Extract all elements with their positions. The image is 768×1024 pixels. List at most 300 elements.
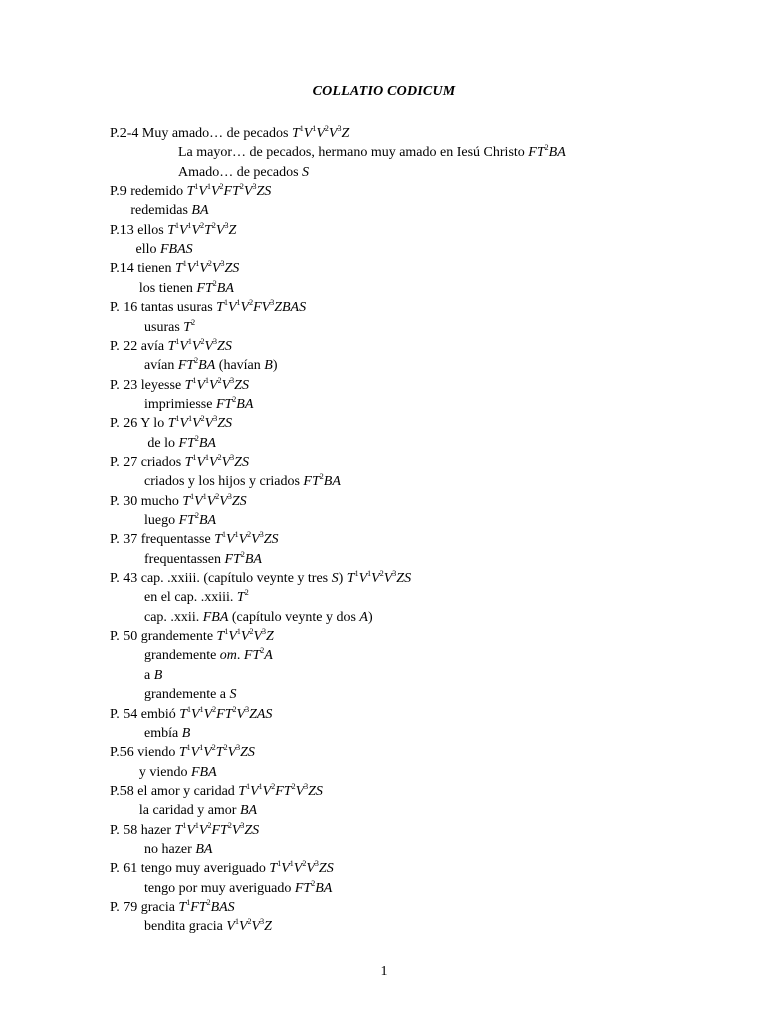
- witness-siglum: V: [227, 300, 237, 316]
- witness-siglum: V: [371, 571, 380, 587]
- witness-siglum: V: [186, 261, 196, 277]
- siglum-superscript: 1: [187, 704, 192, 714]
- witness-siglum: V: [328, 126, 338, 141]
- siglum-superscript: 3: [270, 298, 275, 308]
- witness-siglum: FT: [215, 396, 233, 412]
- witness-siglum: V: [227, 745, 237, 761]
- witness-siglum: BA: [195, 841, 213, 857]
- witness-siglum: FT: [177, 358, 195, 374]
- siglum-superscript: 3: [252, 182, 257, 192]
- siglum-superscript: 2: [212, 278, 217, 288]
- collation-line: [110, 627, 274, 646]
- siglum-superscript: 1: [312, 124, 317, 133]
- siglum-superscript: 1: [188, 414, 193, 424]
- witness-siglum: BAS: [210, 900, 235, 915]
- witness-siglum: B: [264, 358, 273, 374]
- reading-text: (havían: [215, 358, 265, 374]
- siglum-superscript: 3: [230, 452, 235, 462]
- collation-line: [110, 182, 271, 201]
- witness-siglum: V: [226, 532, 235, 548]
- reading-text: en el cap. .xxiii.: [144, 590, 237, 606]
- siglum-superscript: 1: [195, 259, 200, 269]
- siglum-superscript: 2: [200, 336, 205, 346]
- witness-siglum: V: [251, 532, 260, 548]
- siglum-superscript: 1: [289, 859, 294, 869]
- collation-line: [110, 221, 236, 240]
- collation-line: [144, 917, 272, 936]
- witness-siglum: BA: [198, 358, 216, 374]
- siglum-superscript: 3: [213, 336, 218, 346]
- witness-siglum: FT: [190, 900, 207, 915]
- witness-siglum: FT: [294, 880, 312, 896]
- siglum-superscript: 1: [202, 491, 207, 501]
- witness-siglum: FT: [275, 783, 292, 799]
- collation-line: [110, 859, 334, 878]
- reading-text: La mayor… de pecados, hermano muy amado en Iesú Christo: [178, 145, 529, 161]
- page-title: COLLATIO CODICUM: [312, 84, 456, 99]
- reading-text: ): [272, 358, 278, 374]
- siglum-superscript: 2: [211, 743, 216, 753]
- witness-siglum: ZS: [256, 184, 272, 200]
- siglum-superscript: 1: [234, 530, 239, 540]
- reading-text: P.13 ellos: [110, 222, 168, 238]
- witness-siglum: V: [191, 222, 201, 238]
- witness-siglum: T: [182, 493, 191, 509]
- siglum-superscript: 2: [249, 627, 254, 637]
- siglum-superscript: 1: [194, 820, 199, 830]
- witness-siglum: T: [204, 222, 212, 238]
- witness-siglum: V: [179, 416, 189, 432]
- collation-line: [144, 395, 253, 414]
- reading-text: la caridad y amor: [138, 803, 240, 819]
- reading-text: de lo: [147, 435, 179, 451]
- collation-line: [110, 414, 232, 433]
- witness-siglum: FT: [216, 706, 233, 722]
- witness-siglum: ZS: [240, 745, 255, 761]
- witness-siglum: BA: [236, 396, 254, 412]
- siglum-superscript: 2: [291, 781, 296, 791]
- reading-text: imprimiesse: [144, 396, 216, 412]
- siglum-superscript: 2: [319, 472, 324, 482]
- witness-siglum: V: [243, 184, 253, 200]
- siglum-superscript: 3: [220, 259, 225, 269]
- collation-line: [144, 588, 249, 607]
- witness-siglum: V: [358, 571, 368, 587]
- witness-siglum: BA: [198, 435, 216, 451]
- witness-siglum: V: [203, 745, 212, 761]
- witness-siglum: V: [240, 300, 250, 316]
- witness-siglum: V: [253, 629, 263, 645]
- reading-text: ): [367, 609, 373, 625]
- witness-siglum: FT: [196, 280, 213, 296]
- witness-siglum: BA: [191, 203, 209, 219]
- witness-siglum: Z: [228, 222, 237, 238]
- siglum-superscript: 2: [239, 182, 244, 192]
- witness-siglum: V: [204, 338, 214, 354]
- siglum-superscript: 3: [304, 781, 309, 791]
- witness-siglum: T: [238, 783, 247, 799]
- witness-siglum: V: [191, 338, 201, 354]
- witness-siglum: FT: [303, 474, 320, 490]
- reading-text: luego: [144, 513, 179, 528]
- siglum-superscript: 1: [234, 917, 239, 927]
- reading-text: avían: [144, 358, 178, 374]
- witness-siglum: FBA: [202, 609, 229, 625]
- siglum-superscript: 1: [187, 336, 192, 346]
- siglum-superscript: 1: [367, 569, 372, 579]
- siglum-superscript: 2: [194, 356, 199, 366]
- siglum-superscript: 2: [217, 375, 222, 385]
- witness-siglum: V: [228, 629, 237, 645]
- reading-text: P. 79 gracia: [110, 900, 179, 915]
- collation-line: [110, 898, 235, 917]
- reading-text: (capítulo veynte y dos: [228, 609, 360, 625]
- reading-text: ): [338, 571, 347, 587]
- siglum-superscript: 3: [314, 859, 319, 869]
- witness-siglum: A: [264, 648, 273, 664]
- reading-text: P.9 redemido: [110, 184, 187, 200]
- reading-text: bendita gracia: [144, 919, 227, 935]
- witness-siglum: V: [281, 861, 290, 877]
- collation-line: [110, 569, 411, 588]
- witness-siglum: Z: [341, 126, 350, 141]
- witness-siglum: FBAS: [160, 242, 193, 258]
- witness-siglum: V: [295, 783, 305, 799]
- witness-siglum: V: [240, 629, 250, 645]
- siglum-superscript: 1: [236, 298, 241, 308]
- witness-siglum: V: [191, 706, 200, 722]
- witness-siglum: BA: [548, 145, 566, 161]
- reading-text: frequentassen: [144, 551, 225, 567]
- collation-line: [110, 259, 239, 278]
- siglum-superscript: 1: [199, 743, 204, 753]
- collation-line: [144, 472, 341, 491]
- collation-line: [147, 434, 216, 453]
- siglum-superscript: 1: [299, 124, 304, 133]
- witness-siglum: T: [269, 861, 278, 877]
- witness-siglum: V: [196, 454, 206, 470]
- witness-siglum: om: [219, 648, 237, 664]
- siglum-superscript: 2: [215, 491, 220, 501]
- collation-line: [139, 279, 234, 298]
- siglum-superscript: 2: [200, 414, 205, 424]
- witness-siglum: V: [199, 261, 208, 277]
- reading-text: grandemente: [144, 648, 220, 664]
- witness-siglum: S: [302, 164, 310, 180]
- siglum-superscript: 1: [175, 414, 180, 424]
- collation-line: [144, 511, 216, 530]
- reading-text: redemidas: [130, 203, 192, 219]
- siglum-superscript: 1: [192, 375, 197, 385]
- witness-siglum: T: [184, 377, 193, 393]
- reading-text: P. 30 mucho: [110, 493, 183, 509]
- witness-siglum: S: [229, 687, 237, 703]
- witness-siglum: T: [183, 319, 192, 335]
- siglum-superscript: 1: [223, 298, 228, 308]
- siglum-superscript: 2: [232, 704, 237, 714]
- witness-siglum: BA: [315, 880, 333, 896]
- witness-siglum: S: [331, 571, 339, 587]
- reading-text: P. 58 hazer: [110, 822, 175, 838]
- witness-siglum: V: [209, 454, 218, 470]
- siglum-superscript: 1: [277, 859, 282, 869]
- siglum-superscript: 1: [205, 452, 210, 462]
- witness-siglum: FT: [528, 145, 545, 161]
- witness-siglum: V: [209, 377, 218, 393]
- witness-siglum: V: [204, 416, 214, 432]
- witness-siglum: T: [174, 261, 183, 277]
- siglum-superscript: 2: [247, 530, 252, 540]
- siglum-superscript: 2: [232, 394, 237, 404]
- witness-siglum: V: [178, 222, 188, 238]
- witness-siglum: Z: [266, 629, 274, 645]
- witness-siglum: ZS: [263, 532, 279, 548]
- reading-text: embía: [144, 725, 182, 741]
- witness-siglum: ZS: [234, 377, 249, 393]
- witness-siglum: T: [346, 571, 355, 587]
- siglum-superscript: 2: [227, 820, 232, 830]
- witness-siglum: FT: [224, 551, 241, 567]
- reading-text: grandemente a: [144, 687, 230, 703]
- collation-line: [110, 337, 232, 356]
- witness-siglum: V: [250, 783, 259, 799]
- siglum-superscript: 2: [260, 646, 265, 656]
- reading-text: no hazer: [144, 841, 196, 857]
- siglum-superscript: 2: [311, 878, 316, 888]
- siglum-superscript: 3: [262, 627, 267, 637]
- witness-siglum: V: [316, 126, 325, 141]
- witness-siglum: FBA: [191, 764, 217, 780]
- reading-text: P. 16 tantas usuras: [110, 300, 217, 316]
- witness-siglum: V: [219, 493, 228, 509]
- siglum-superscript: 1: [236, 627, 241, 637]
- collation-line: [144, 724, 190, 743]
- witness-siglum: T: [215, 745, 224, 761]
- witness-siglum: T: [167, 338, 176, 354]
- witness-siglum: T: [186, 184, 195, 200]
- collation-line: [110, 376, 249, 395]
- witness-siglum: V: [303, 126, 313, 141]
- siglum-superscript: 1: [246, 781, 251, 791]
- collation-line: [144, 666, 162, 685]
- siglum-superscript: 1: [194, 182, 199, 192]
- siglum-superscript: 2: [194, 433, 199, 443]
- witness-siglum: V: [231, 822, 241, 838]
- siglum-superscript: 3: [337, 124, 342, 133]
- witness-siglum: FT: [223, 184, 240, 200]
- reading-text: P.56 viendo: [110, 745, 179, 761]
- reading-text: y viendo: [138, 764, 191, 780]
- witness-siglum: ZS: [231, 493, 247, 509]
- witness-siglum: V: [238, 532, 248, 548]
- reading-text: .: [236, 648, 244, 664]
- siglum-superscript: 2: [200, 220, 205, 230]
- witness-siglum: T: [167, 222, 175, 238]
- siglum-superscript: 3: [213, 414, 218, 424]
- witness-siglum: A: [359, 609, 368, 625]
- siglum-superscript: 3: [259, 530, 264, 540]
- witness-siglum: B: [181, 725, 191, 741]
- siglum-superscript: 1: [186, 898, 191, 907]
- witness-siglum: V: [186, 822, 195, 838]
- witness-siglum: ZS: [318, 861, 334, 877]
- reading-text: P.14 tienen: [110, 261, 175, 277]
- witness-siglum: V: [238, 919, 248, 935]
- witness-siglum: T: [216, 300, 224, 316]
- witness-siglum: V: [221, 454, 231, 470]
- siglum-superscript: 3: [240, 820, 245, 830]
- siglum-superscript: 1: [175, 336, 180, 346]
- witness-siglum: V: [251, 919, 261, 935]
- witness-siglum: FV: [253, 300, 271, 316]
- siglum-superscript: 2: [217, 452, 222, 462]
- collation-line: [144, 646, 273, 665]
- witness-siglum: ZAS: [249, 706, 273, 722]
- reading-text: P.58 el amor y caridad: [110, 783, 239, 799]
- reading-text: usuras: [144, 319, 184, 335]
- siglum-superscript: 1: [192, 452, 197, 462]
- siglum-superscript: 2: [207, 259, 212, 269]
- siglum-superscript: 1: [187, 220, 192, 230]
- siglum-superscript: 1: [222, 530, 226, 540]
- collation-line: [110, 782, 323, 801]
- witness-siglum: ZS: [396, 571, 412, 587]
- witness-siglum: ZS: [244, 822, 260, 838]
- collation-line: [144, 840, 212, 859]
- collation-line: [144, 318, 195, 337]
- reading-text: P. 61 tengo muy averiguado: [110, 861, 270, 877]
- reading-text: Amado… de pecados: [178, 164, 303, 180]
- siglum-superscript: 2: [271, 781, 276, 791]
- siglum-superscript: 2: [223, 743, 228, 753]
- siglum-superscript: 2: [249, 298, 254, 308]
- reading-text: criados y los hijos y criados: [144, 474, 304, 490]
- collation-line: [110, 453, 249, 472]
- witness-siglum: V: [210, 184, 220, 200]
- collation-line: [110, 492, 247, 511]
- witness-siglum: T: [179, 706, 188, 722]
- witness-siglum: V: [192, 416, 201, 432]
- siglum-superscript: 1: [258, 781, 263, 791]
- witness-siglum: T: [291, 126, 300, 141]
- siglum-superscript: 3: [224, 220, 229, 230]
- witness-siglum: V: [226, 919, 235, 935]
- witness-siglum: ZS: [224, 261, 240, 277]
- reading-text: P.2-4 Muy amado… de pecados: [110, 126, 292, 141]
- siglum-superscript: 3: [227, 491, 232, 501]
- witness-siglum: V: [236, 706, 246, 722]
- siglum-superscript: 1: [182, 259, 187, 269]
- witness-siglum: V: [383, 571, 393, 587]
- witness-siglum: V: [194, 493, 203, 509]
- siglum-superscript: 1: [190, 491, 195, 501]
- collation-line: [144, 879, 332, 898]
- siglum-superscript: 2: [302, 859, 307, 869]
- witness-siglum: FT: [243, 648, 261, 664]
- collation-line: [110, 821, 259, 840]
- witness-siglum: V: [179, 338, 188, 354]
- collation-line: [130, 201, 208, 220]
- reading-text: P. 26 Y lo: [110, 416, 168, 432]
- siglum-superscript: 2: [247, 917, 252, 927]
- reading-text: P. 22 avía: [110, 338, 168, 354]
- witness-siglum: V: [203, 706, 213, 722]
- witness-siglum: T: [216, 629, 225, 645]
- witness-siglum: V: [198, 822, 208, 838]
- collation-line: [178, 163, 309, 182]
- siglum-superscript: 2: [194, 511, 199, 520]
- collation-line: [144, 356, 278, 375]
- witness-siglum: ZS: [308, 783, 323, 799]
- witness-siglum: V: [198, 184, 207, 200]
- siglum-superscript: 2: [219, 182, 224, 192]
- witness-siglum: BA: [198, 513, 217, 528]
- collation-line: [110, 705, 272, 724]
- reading-text: P. 23 leyesse: [110, 377, 185, 393]
- witness-siglum: T: [167, 416, 176, 432]
- reading-text: a: [144, 667, 154, 683]
- collation-line: [139, 801, 257, 820]
- collation-line: [144, 685, 237, 704]
- reading-text: P. 37 frequentasse: [110, 532, 215, 548]
- siglum-superscript: 2: [191, 317, 196, 327]
- siglum-superscript: 2: [206, 898, 211, 907]
- siglum-superscript: 2: [324, 124, 329, 133]
- siglum-superscript: 3: [260, 917, 265, 927]
- witness-siglum: T: [178, 900, 187, 915]
- witness-siglum: ZBAS: [274, 300, 307, 316]
- witness-siglum: V: [262, 783, 272, 799]
- reading-text: P. 27 criados: [110, 454, 185, 470]
- witness-siglum: BA: [244, 551, 262, 567]
- collation-line: [110, 743, 255, 762]
- witness-siglum: T: [184, 454, 193, 470]
- witness-siglum: V: [293, 861, 303, 877]
- witness-siglum: V: [306, 861, 315, 877]
- siglum-superscript: 2: [207, 820, 212, 830]
- reading-text: los tienen: [138, 280, 197, 296]
- collation-line: [144, 550, 262, 569]
- siglum-superscript: 3: [230, 375, 235, 385]
- reading-text: cap. .xxii.: [144, 609, 203, 625]
- siglum-superscript: 1: [354, 569, 359, 579]
- witness-siglum: V: [206, 493, 216, 509]
- witness-siglum: T: [178, 745, 187, 761]
- siglum-superscript: 1: [186, 743, 191, 753]
- collation-line: [139, 763, 217, 782]
- witness-siglum: BA: [323, 474, 341, 490]
- witness-siglum: BA: [216, 280, 234, 296]
- siglum-superscript: 3: [392, 569, 397, 579]
- witness-siglum: FT: [178, 435, 195, 451]
- siglum-superscript: 1: [224, 627, 229, 637]
- collation-line: [110, 530, 278, 549]
- witness-siglum: B: [153, 667, 163, 683]
- siglum-superscript: 1: [174, 220, 179, 230]
- witness-siglum: V: [196, 377, 206, 393]
- collation-line: [178, 143, 566, 162]
- siglum-superscript: 2: [379, 569, 384, 579]
- witness-siglum: ZS: [217, 338, 232, 354]
- witness-siglum: V: [221, 377, 231, 393]
- collation-line: [136, 240, 193, 259]
- siglum-superscript: 2: [244, 588, 249, 598]
- witness-siglum: Z: [264, 919, 272, 935]
- reading-text: P. 50 grandemente: [110, 629, 217, 645]
- siglum-superscript: 2: [212, 704, 217, 714]
- witness-siglum: T: [214, 532, 222, 548]
- witness-siglum: ZS: [217, 416, 232, 432]
